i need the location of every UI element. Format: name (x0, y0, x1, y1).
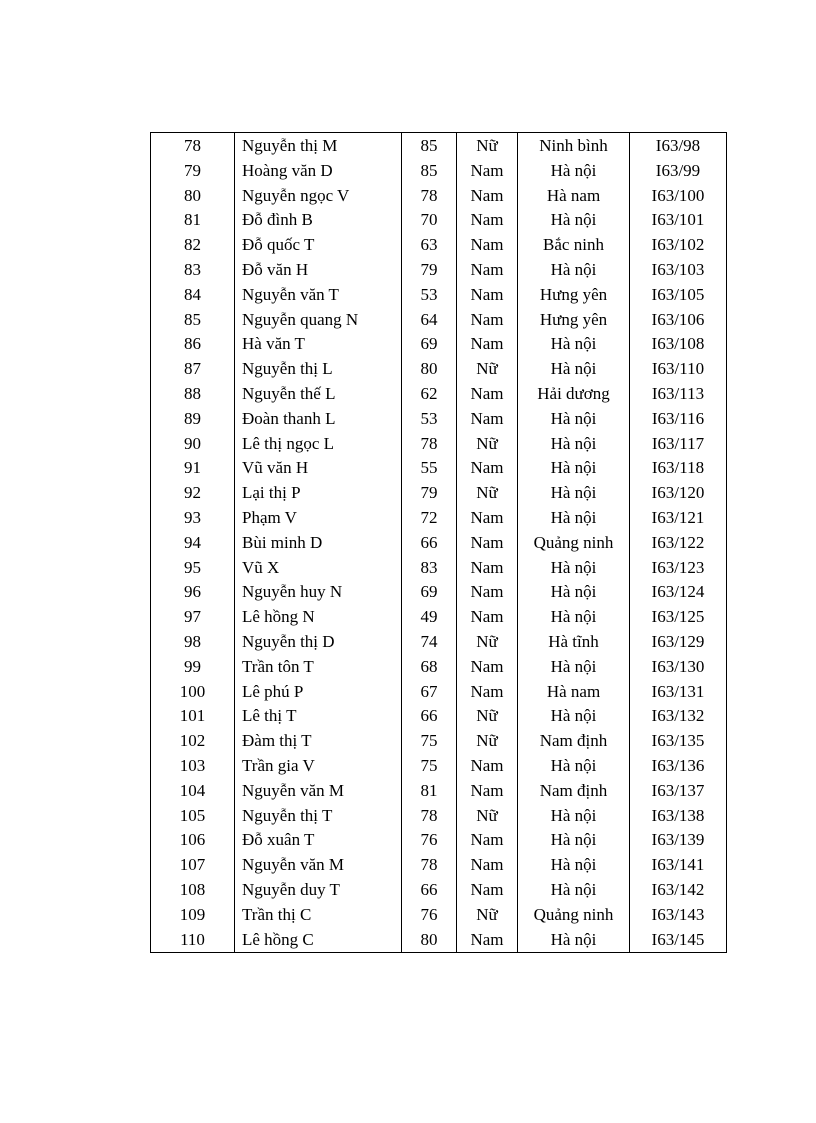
patient-address: Hà nội (518, 804, 630, 829)
patient-sex: Nam (457, 308, 518, 333)
patient-sex: Nam (457, 258, 518, 283)
patient-age: 55 (402, 456, 457, 481)
patient-age: 66 (402, 531, 457, 556)
patient-address: Hà nội (518, 357, 630, 382)
patient-age: 72 (402, 506, 457, 531)
patient-sex: Nam (457, 779, 518, 804)
row-number: 78 (184, 136, 201, 155)
patient-table-body (151, 133, 727, 953)
patient-address: Quảng ninh (518, 531, 630, 556)
table-row (151, 159, 727, 184)
row-number: 109 (179, 904, 206, 924)
record-code: I63/116 (630, 407, 727, 432)
patient-address: Ninh bình (518, 133, 630, 159)
row-number: 94 (184, 532, 201, 552)
patient-sex: Nam (457, 506, 518, 531)
row-number: 101 (179, 706, 206, 726)
row-number: 83 (184, 259, 201, 279)
patient-age: 75 (402, 754, 457, 779)
patient-sex: Nam (457, 754, 518, 779)
patient-sex: Nam (457, 382, 518, 407)
row-number: 80 (184, 185, 201, 205)
patient-name: Nguyễn văn M (235, 853, 402, 878)
table-row (151, 928, 727, 953)
patient-age: 49 (402, 605, 457, 630)
record-code: I63/118 (630, 456, 727, 481)
patient-age: 80 (402, 357, 457, 382)
patient-address: Hà nội (518, 159, 630, 184)
patient-name: Đỗ xuân T (235, 828, 402, 853)
patient-address: Hà nội (518, 481, 630, 506)
patient-age: 68 (402, 655, 457, 680)
patient-address: Bắc ninh (518, 233, 630, 258)
table-row (151, 208, 727, 233)
patient-address: Hà nội (518, 605, 630, 630)
patient-address: Hà nội (518, 432, 630, 457)
patient-table (150, 132, 727, 953)
patient-sex: Nam (457, 580, 518, 605)
row-number: 100 (179, 681, 206, 701)
patient-address: Hà nội (518, 853, 630, 878)
patient-name: Nguyễn thị D (235, 630, 402, 655)
table-row (151, 704, 727, 729)
patient-sex: Nam (457, 208, 518, 233)
table-row (151, 729, 727, 754)
patient-age: 85 (402, 159, 457, 184)
table-row (151, 754, 727, 779)
table-row (151, 407, 727, 432)
row-number: 98 (184, 631, 201, 651)
row-number: 110 (180, 929, 205, 949)
patient-age: 79 (402, 481, 457, 506)
patient-name: Nguyễn văn M (235, 779, 402, 804)
patient-age: 74 (402, 630, 457, 655)
patient-sex: Nam (457, 159, 518, 184)
record-code: I63/122 (630, 531, 727, 556)
row-number: 107 (179, 855, 206, 875)
patient-name: Lê hồng N (235, 605, 402, 630)
patient-name: Nguyễn thị M (235, 133, 402, 159)
table-row (151, 357, 727, 382)
patient-name: Đỗ văn H (235, 258, 402, 283)
row-number: 99 (184, 656, 201, 676)
patient-age: 66 (402, 878, 457, 903)
patient-sex: Nữ (457, 903, 518, 928)
record-code: I63/136 (630, 754, 727, 779)
patient-sex: Nam (457, 655, 518, 680)
patient-sex: Nữ (457, 704, 518, 729)
patient-name: Đàm thị T (235, 729, 402, 754)
patient-address: Hà nội (518, 754, 630, 779)
record-code: I63/129 (630, 630, 727, 655)
row-number: 102 (179, 731, 206, 751)
record-code: I63/113 (630, 382, 727, 407)
patient-sex: Nam (457, 407, 518, 432)
patient-sex: Nam (457, 233, 518, 258)
patient-address: Hà nội (518, 655, 630, 680)
patient-age: 76 (402, 828, 457, 853)
patient-sex: Nam (457, 556, 518, 581)
table-row (151, 456, 727, 481)
patient-age: 62 (402, 382, 457, 407)
patient-address: Hà nội (518, 828, 630, 853)
patient-sex: Nữ (457, 432, 518, 457)
patient-address: Quảng ninh (518, 903, 630, 928)
record-code: I63/139 (630, 828, 727, 853)
patient-name: Nguyễn thị L (235, 357, 402, 382)
patient-age: 78 (402, 184, 457, 209)
row-number: 87 (184, 359, 201, 379)
record-code: I63/120 (630, 481, 727, 506)
record-code: I63/141 (630, 853, 727, 878)
record-code: I63/98 (630, 133, 727, 159)
patient-address: Hà nội (518, 208, 630, 233)
table-row (151, 332, 727, 357)
table-row (151, 878, 727, 903)
record-code: I63/123 (630, 556, 727, 581)
row-number: 89 (184, 408, 201, 428)
row-number: 79 (184, 160, 201, 180)
patient-age: 78 (402, 804, 457, 829)
patient-name: Đoàn thanh L (235, 407, 402, 432)
table-row (151, 828, 727, 853)
record-code: I63/117 (630, 432, 727, 457)
patient-address: Hà nội (518, 580, 630, 605)
table-row (151, 481, 727, 506)
row-number: 84 (184, 284, 201, 304)
row-number: 104 (179, 780, 206, 800)
patient-age: 53 (402, 407, 457, 432)
row-number: 93 (184, 507, 201, 527)
table-row (151, 804, 727, 829)
record-code: I63/100 (630, 184, 727, 209)
patient-age: 83 (402, 556, 457, 581)
patient-name: Nguyễn huy N (235, 580, 402, 605)
patient-name: Bùi minh D (235, 531, 402, 556)
row-number: 103 (179, 755, 206, 775)
patient-age: 66 (402, 704, 457, 729)
patient-address: Hưng yên (518, 283, 630, 308)
patient-address: Hà nội (518, 506, 630, 531)
patient-name: Lại thị P (235, 481, 402, 506)
patient-sex: Nữ (457, 630, 518, 655)
record-code: I63/110 (630, 357, 727, 382)
patient-age: 81 (402, 779, 457, 804)
patient-age: 70 (402, 208, 457, 233)
patient-name: Hoàng văn D (235, 159, 402, 184)
table-row (151, 903, 727, 928)
row-number: 82 (184, 235, 201, 255)
row-number: 85 (184, 309, 201, 329)
patient-age: 69 (402, 580, 457, 605)
patient-name: Nguyễn quang N (235, 308, 402, 333)
patient-age: 76 (402, 903, 457, 928)
patient-address: Hà nam (518, 184, 630, 209)
row-number: 95 (184, 557, 201, 577)
patient-name: Nguyễn văn T (235, 283, 402, 308)
record-code: I63/125 (630, 605, 727, 630)
patient-name: Nguyễn duy T (235, 878, 402, 903)
patient-age: 64 (402, 308, 457, 333)
table-row (151, 382, 727, 407)
patient-sex: Nam (457, 680, 518, 705)
patient-address: Hà nội (518, 556, 630, 581)
patient-age: 63 (402, 233, 457, 258)
patient-name: Nguyễn thế L (235, 382, 402, 407)
table-row (151, 630, 727, 655)
record-code: I63/142 (630, 878, 727, 903)
patient-address: Hà nội (518, 878, 630, 903)
patient-sex: Nam (457, 878, 518, 903)
patient-age: 79 (402, 258, 457, 283)
patient-address: Hà nội (518, 928, 630, 953)
patient-name: Trần tôn T (235, 655, 402, 680)
table-row (151, 680, 727, 705)
table-row (151, 308, 727, 333)
record-code: I63/131 (630, 680, 727, 705)
record-code: I63/138 (630, 804, 727, 829)
patient-sex: Nam (457, 928, 518, 953)
patient-name: Trần thị C (235, 903, 402, 928)
row-number: 88 (184, 383, 201, 403)
patient-address: Hà nội (518, 456, 630, 481)
patient-sex: Nam (457, 184, 518, 209)
table-row (151, 133, 727, 159)
patient-address: Hà nội (518, 258, 630, 283)
patient-address: Nam định (518, 779, 630, 804)
row-number: 86 (184, 334, 201, 354)
record-code: I63/105 (630, 283, 727, 308)
table-row (151, 605, 727, 630)
row-number: 81 (184, 210, 201, 230)
patient-age: 80 (402, 928, 457, 953)
patient-age: 78 (402, 853, 457, 878)
table-row (151, 779, 727, 804)
patient-sex: Nam (457, 853, 518, 878)
patient-sex: Nữ (457, 481, 518, 506)
patient-name: Vũ X (235, 556, 402, 581)
patient-age: 75 (402, 729, 457, 754)
patient-sex: Nữ (457, 729, 518, 754)
record-code: I63/124 (630, 580, 727, 605)
patient-address: Hà nội (518, 407, 630, 432)
record-code: I63/99 (630, 159, 727, 184)
patient-sex: Nữ (457, 804, 518, 829)
patient-name: Nguyễn thị T (235, 804, 402, 829)
table-row (151, 655, 727, 680)
table-row (151, 580, 727, 605)
patient-address: Nam định (518, 729, 630, 754)
record-code: I63/108 (630, 332, 727, 357)
patient-name: Nguyễn ngọc V (235, 184, 402, 209)
row-number: 108 (179, 879, 206, 899)
record-code: I63/145 (630, 928, 727, 953)
record-code: I63/103 (630, 258, 727, 283)
patient-age: 85 (402, 133, 457, 159)
patient-name: Lê thị ngọc L (235, 432, 402, 457)
table-row (151, 432, 727, 457)
patient-name: Đỗ quốc T (235, 233, 402, 258)
patient-address: Hà nam (518, 680, 630, 705)
patient-name: Đỗ đình B (235, 208, 402, 233)
record-code: I63/121 (630, 506, 727, 531)
patient-address: Hải dương (518, 382, 630, 407)
patient-name: Vũ văn H (235, 456, 402, 481)
patient-name: Phạm V (235, 506, 402, 531)
patient-address: Hà nội (518, 332, 630, 357)
patient-sex: Nam (457, 531, 518, 556)
record-code: I63/101 (630, 208, 727, 233)
patient-sex: Nam (457, 283, 518, 308)
table-row (151, 853, 727, 878)
patient-sex: Nam (457, 332, 518, 357)
record-code: I63/132 (630, 704, 727, 729)
patient-age: 53 (402, 283, 457, 308)
patient-name: Trần gia V (235, 754, 402, 779)
patient-sex: Nữ (457, 357, 518, 382)
row-number: 92 (184, 483, 201, 503)
record-code: I63/143 (630, 903, 727, 928)
patient-sex: Nữ (457, 133, 518, 159)
patient-age: 78 (402, 432, 457, 457)
table-row (151, 283, 727, 308)
patient-name: Lê thị T (235, 704, 402, 729)
row-number: 96 (184, 582, 201, 602)
patient-name: Hà văn T (235, 332, 402, 357)
table-row (151, 531, 727, 556)
patient-age: 69 (402, 332, 457, 357)
patient-address: Hà nội (518, 704, 630, 729)
record-code: I63/106 (630, 308, 727, 333)
patient-sex: Nam (457, 828, 518, 853)
table-row (151, 184, 727, 209)
record-code: I63/137 (630, 779, 727, 804)
patient-name: Lê phú P (235, 680, 402, 705)
row-number: 106 (179, 830, 206, 850)
row-number: 90 (184, 433, 201, 453)
patient-sex: Nam (457, 456, 518, 481)
row-number: 105 (179, 805, 206, 825)
record-code: I63/130 (630, 655, 727, 680)
record-code: I63/102 (630, 233, 727, 258)
patient-address: Hà tĩnh (518, 630, 630, 655)
table-row (151, 258, 727, 283)
table-row (151, 556, 727, 581)
row-number: 97 (184, 607, 201, 627)
record-code: I63/135 (630, 729, 727, 754)
patient-address: Hưng yên (518, 308, 630, 333)
patient-name: Lê hồng C (235, 928, 402, 953)
patient-sex: Nam (457, 605, 518, 630)
table-row (151, 233, 727, 258)
row-number: 91 (184, 458, 201, 478)
patient-age: 67 (402, 680, 457, 705)
table-row (151, 506, 727, 531)
